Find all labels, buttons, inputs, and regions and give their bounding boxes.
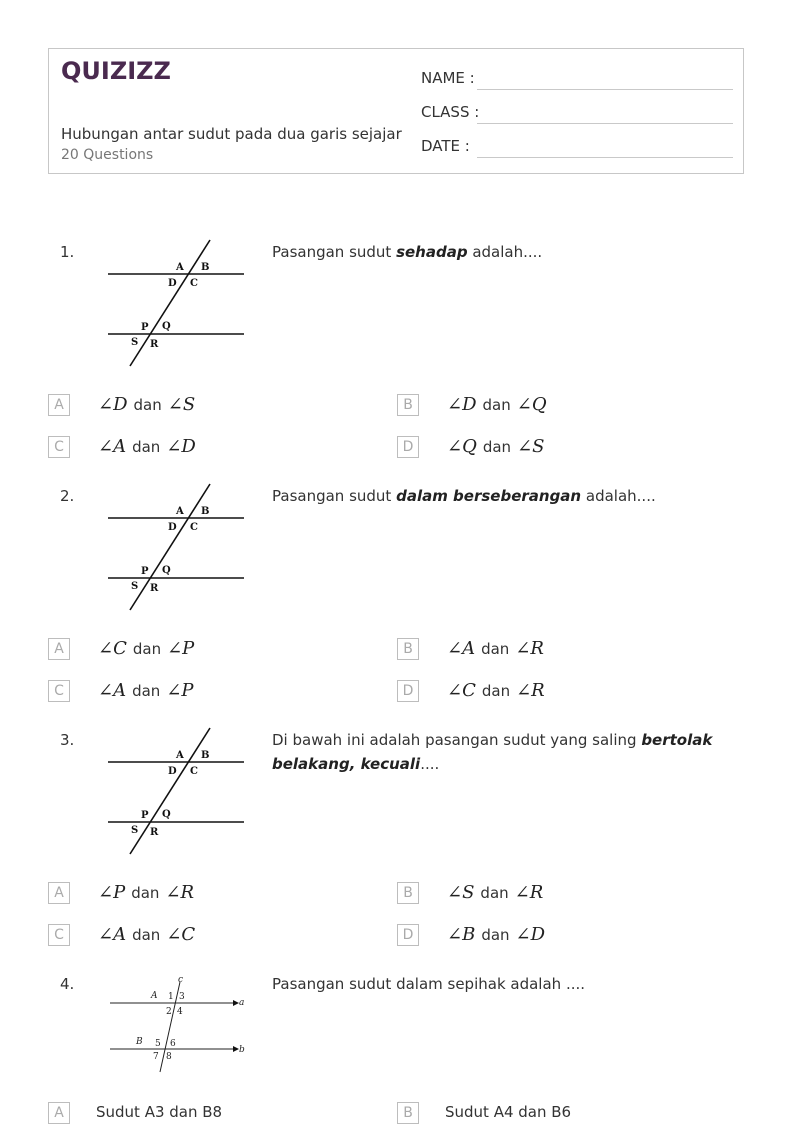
option-a-box[interactable]: A [48, 882, 70, 904]
label-a: A [176, 506, 184, 517]
label-r: R [150, 339, 159, 350]
option-d-text[interactable]: ∠B dan ∠D [447, 924, 546, 945]
label-c: C [190, 522, 198, 533]
label-d: D [168, 766, 177, 777]
question-text: Pasangan sudut sehadap adalah.... [272, 243, 543, 261]
label-p: P [141, 566, 149, 577]
question-text: Pasangan sudut dalam berseberangan adalah.... [272, 487, 656, 505]
option-a-box[interactable]: A [48, 1102, 70, 1124]
label-p: P [141, 810, 149, 821]
date-label: DATE : [421, 137, 470, 155]
question-text: Pasangan sudut dalam sepihak adalah .... [272, 975, 586, 993]
option-b-box[interactable]: B [397, 882, 419, 904]
option-d-box[interactable]: D [397, 680, 419, 702]
option-c-box[interactable]: C [48, 680, 70, 702]
label-q: Q [162, 321, 171, 332]
label-b: B [201, 262, 210, 273]
question-count: 20 Questions [61, 147, 154, 163]
option-a-text[interactable]: Sudut A3 dan B8 [96, 1103, 223, 1121]
question-text: Di bawah ini adalah pasangan sudut yang saling bertolak belakang, kecuali.... [272, 731, 713, 773]
label-line-a: a [239, 998, 245, 1008]
option-a-box[interactable]: A [48, 638, 70, 660]
option-d-box[interactable]: D [397, 436, 419, 458]
worksheet-header [48, 48, 744, 174]
label-c: C [190, 766, 198, 777]
option-b-box[interactable]: B [397, 638, 419, 660]
class-label: CLASS : [421, 103, 480, 121]
parallel-lines-figure [104, 480, 248, 614]
parallel-lines-figure [104, 724, 248, 858]
option-c-box[interactable]: C [48, 436, 70, 458]
label-2: 2 [166, 1007, 172, 1017]
label-b: B [136, 1037, 143, 1047]
label-6: 6 [170, 1039, 176, 1049]
question-number: 1. [60, 243, 75, 261]
label-3: 3 [179, 992, 185, 1002]
label-d: D [168, 278, 177, 289]
label-q: Q [162, 809, 171, 820]
option-a-text[interactable]: ∠C dan ∠P [98, 638, 195, 659]
option-d-box[interactable]: D [397, 924, 419, 946]
option-a-text[interactable]: ∠D dan ∠S [98, 394, 196, 415]
label-p: P [141, 322, 149, 333]
date-line[interactable] [477, 157, 733, 158]
option-b-box[interactable]: B [397, 394, 419, 416]
option-b-text[interactable]: ∠A dan ∠R [447, 638, 544, 659]
option-b-box[interactable]: B [397, 1102, 419, 1124]
label-5: 5 [155, 1039, 161, 1049]
option-a-text[interactable]: ∠P dan ∠R [98, 882, 195, 903]
question-number: 3. [60, 731, 75, 749]
label-s: S [131, 581, 139, 592]
label-line-b: b [239, 1045, 245, 1055]
option-a-box[interactable]: A [48, 394, 70, 416]
label-q: Q [162, 565, 171, 576]
label-c: c [178, 975, 184, 985]
label-b: B [201, 506, 210, 517]
question-number: 4. [60, 975, 75, 993]
option-c-text[interactable]: ∠A dan ∠P [98, 680, 194, 701]
parallel-lines-figure [104, 974, 248, 1074]
option-b-text[interactable]: Sudut A4 dan B6 [445, 1103, 572, 1121]
option-d-text[interactable]: ∠C dan ∠R [447, 680, 545, 701]
name-line[interactable] [477, 89, 733, 90]
option-c-text[interactable]: ∠A dan ∠C [98, 924, 196, 945]
parallel-lines-figure [104, 236, 248, 370]
label-c: C [190, 278, 198, 289]
label-b: B [201, 750, 210, 761]
label-r: R [150, 583, 159, 594]
label-s: S [131, 337, 139, 348]
class-line[interactable] [477, 123, 733, 124]
label-4: 4 [177, 1007, 183, 1017]
option-d-text[interactable]: ∠Q dan ∠S [447, 436, 545, 457]
name-label: NAME : [421, 69, 475, 87]
label-r: R [150, 827, 159, 838]
label-a: A [151, 991, 158, 1001]
label-s: S [131, 825, 139, 836]
option-c-text[interactable]: ∠A dan ∠D [98, 436, 196, 457]
option-b-text[interactable]: ∠D dan ∠Q [447, 394, 547, 415]
label-8: 8 [166, 1052, 172, 1062]
option-b-text[interactable]: ∠S dan ∠R [447, 882, 544, 903]
label-a: A [176, 262, 184, 273]
label-7: 7 [153, 1052, 159, 1062]
question-number: 2. [60, 487, 75, 505]
worksheet-title: Hubungan antar sudut pada dua garis sejajar [61, 125, 402, 143]
label-1: 1 [168, 992, 174, 1002]
label-a: A [176, 750, 184, 761]
label-d: D [168, 522, 177, 533]
quizizz-logo: QUIZIZZ [61, 57, 171, 85]
option-c-box[interactable]: C [48, 924, 70, 946]
